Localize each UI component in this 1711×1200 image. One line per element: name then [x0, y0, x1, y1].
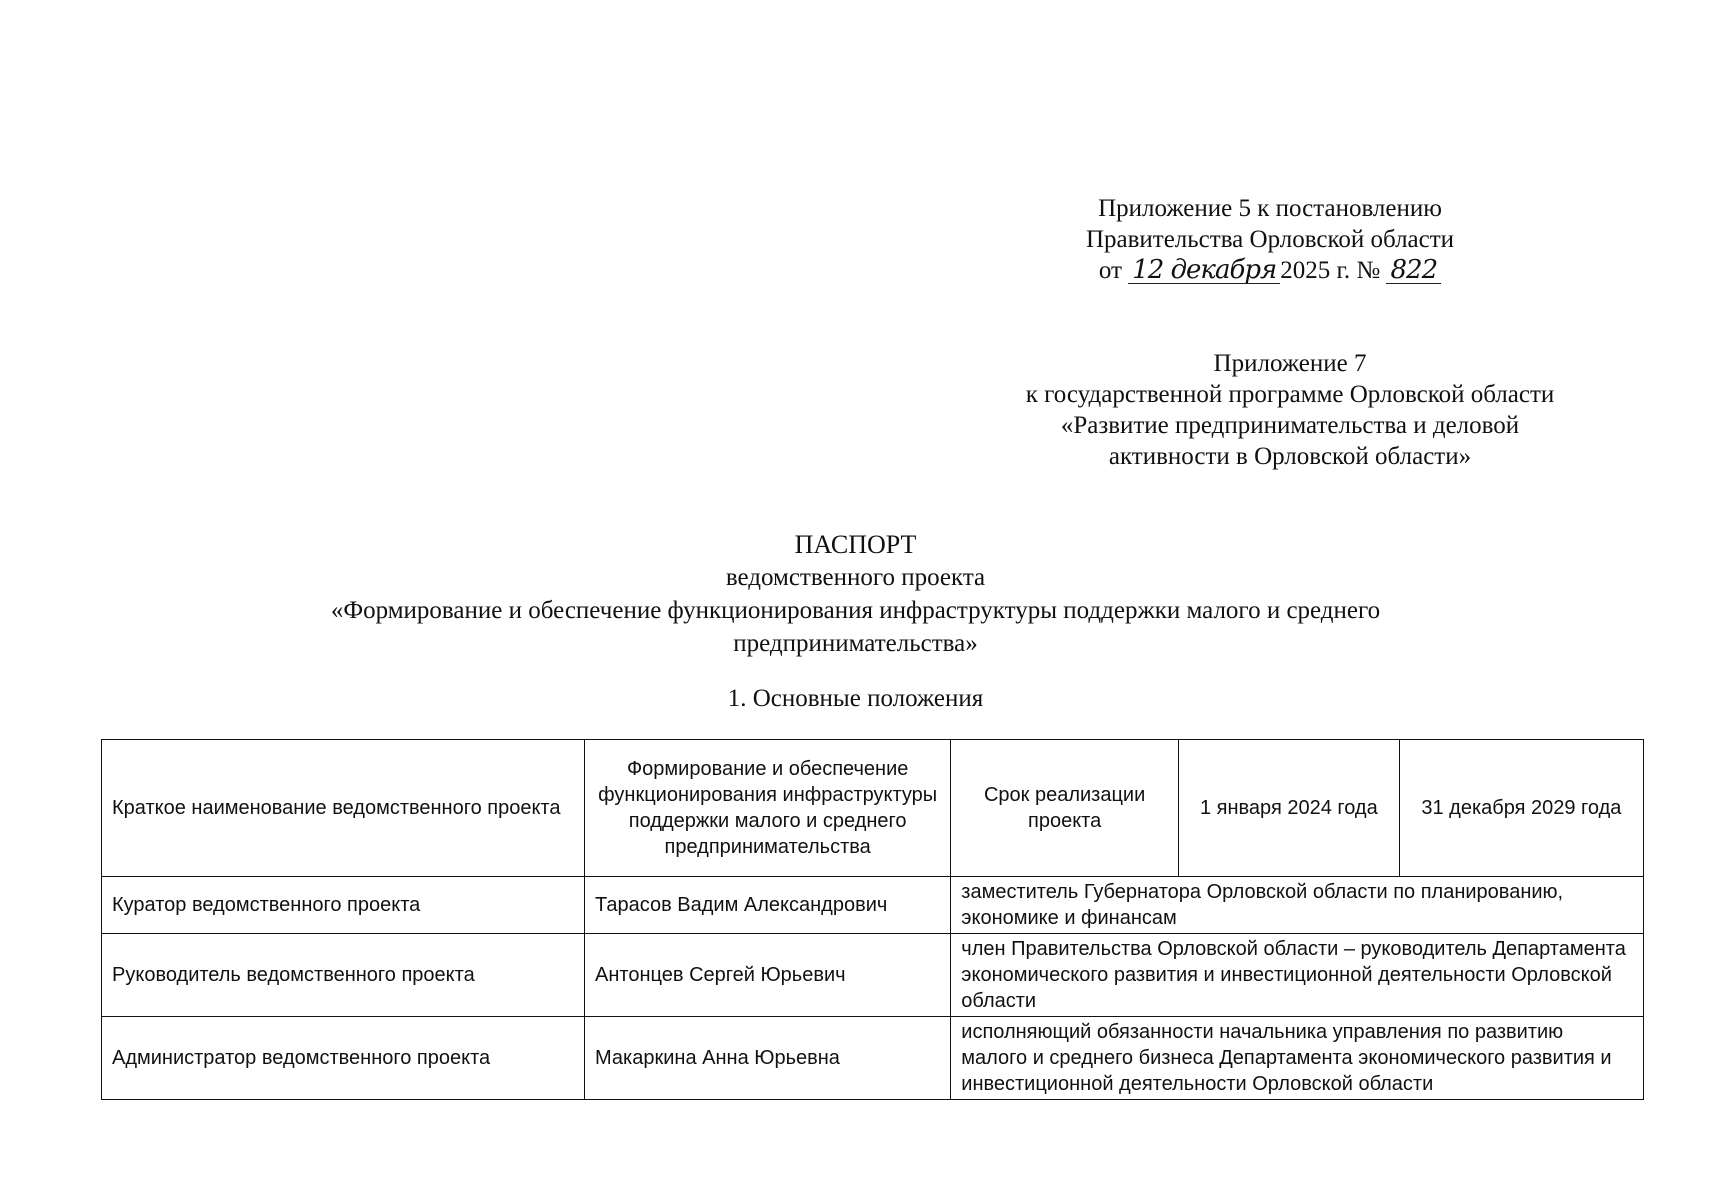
appendix-7-line1: Приложение 7 — [1213, 350, 1367, 377]
row1-label: Краткое наименование ведомственного проекта — [102, 740, 585, 877]
table-row — [102, 1017, 1644, 1100]
appendix-5-header — [1040, 193, 1500, 286]
handwritten-number: 822 — [1386, 257, 1441, 284]
project-name-line1: «Формирование и обеспечение функционирования инфраструктуры поддержки малого и среднего — [330, 597, 1381, 624]
project-name-line2: предпринимательства» — [733, 630, 978, 657]
row4-label: Администратор ведомственного проекта — [102, 1017, 585, 1100]
appendix-5-line2: Правительства Орловской области — [1085, 226, 1455, 253]
handwritten-date: 12 декабря — [1128, 257, 1280, 284]
appendix-7-line3: «Развитие предпринимательства и деловой — [1060, 412, 1520, 439]
document-subtitle: ведомственного проекта — [725, 564, 986, 591]
section-heading: 1. Основные положения — [727, 685, 984, 712]
table-row — [102, 934, 1644, 1017]
row1-term-label: Срок реализации проекта — [951, 740, 1179, 877]
row1-start-date: 1 января 2024 года — [1178, 740, 1399, 877]
row2-name: Тарасов Вадим Александрович — [585, 877, 951, 934]
appendix-5-date-line — [1040, 255, 1500, 286]
appendix-7-header — [980, 348, 1600, 472]
document-title-block — [0, 528, 1711, 660]
row1-end-date: 31 декабря 2029 года — [1399, 740, 1643, 877]
main-provisions-table — [101, 739, 1644, 1100]
row4-position: исполняющий обязанности начальника управления по развитию малого и среднего бизнеса Департамента экономического развития и инвестиционной деятельности Орловской области — [951, 1017, 1644, 1100]
row4-name: Макаркина Анна Юрьевна — [585, 1017, 951, 1100]
year-and-number-label: 2025 г. № — [1280, 257, 1381, 284]
row3-position: член Правительства Орловской области – руководитель Департамента экономического развития и инвестиционной деятельности Орловской области — [951, 934, 1644, 1017]
table-row — [102, 877, 1644, 934]
table-row — [102, 740, 1644, 877]
appendix-7-line4: активности в Орловской области» — [1108, 443, 1472, 470]
row2-position: заместитель Губернатора Орловской области по планированию, экономике и финансам — [951, 877, 1644, 934]
row1-value: Формирование и обеспечение функционирования инфраструктуры поддержки малого и среднего предпринимательства — [585, 740, 951, 877]
appendix-7-line2: к государственной программе Орловской области — [1025, 381, 1555, 408]
row3-name: Антонцев Сергей Юрьевич — [585, 934, 951, 1017]
row2-label: Куратор ведомственного проекта — [102, 877, 585, 934]
row3-label: Руководитель ведомственного проекта — [102, 934, 585, 1017]
appendix-5-line1: Приложение 5 к постановлению — [1098, 195, 1442, 222]
document-title: ПАСПОРТ — [794, 530, 917, 559]
date-prefix: от — [1098, 257, 1122, 284]
